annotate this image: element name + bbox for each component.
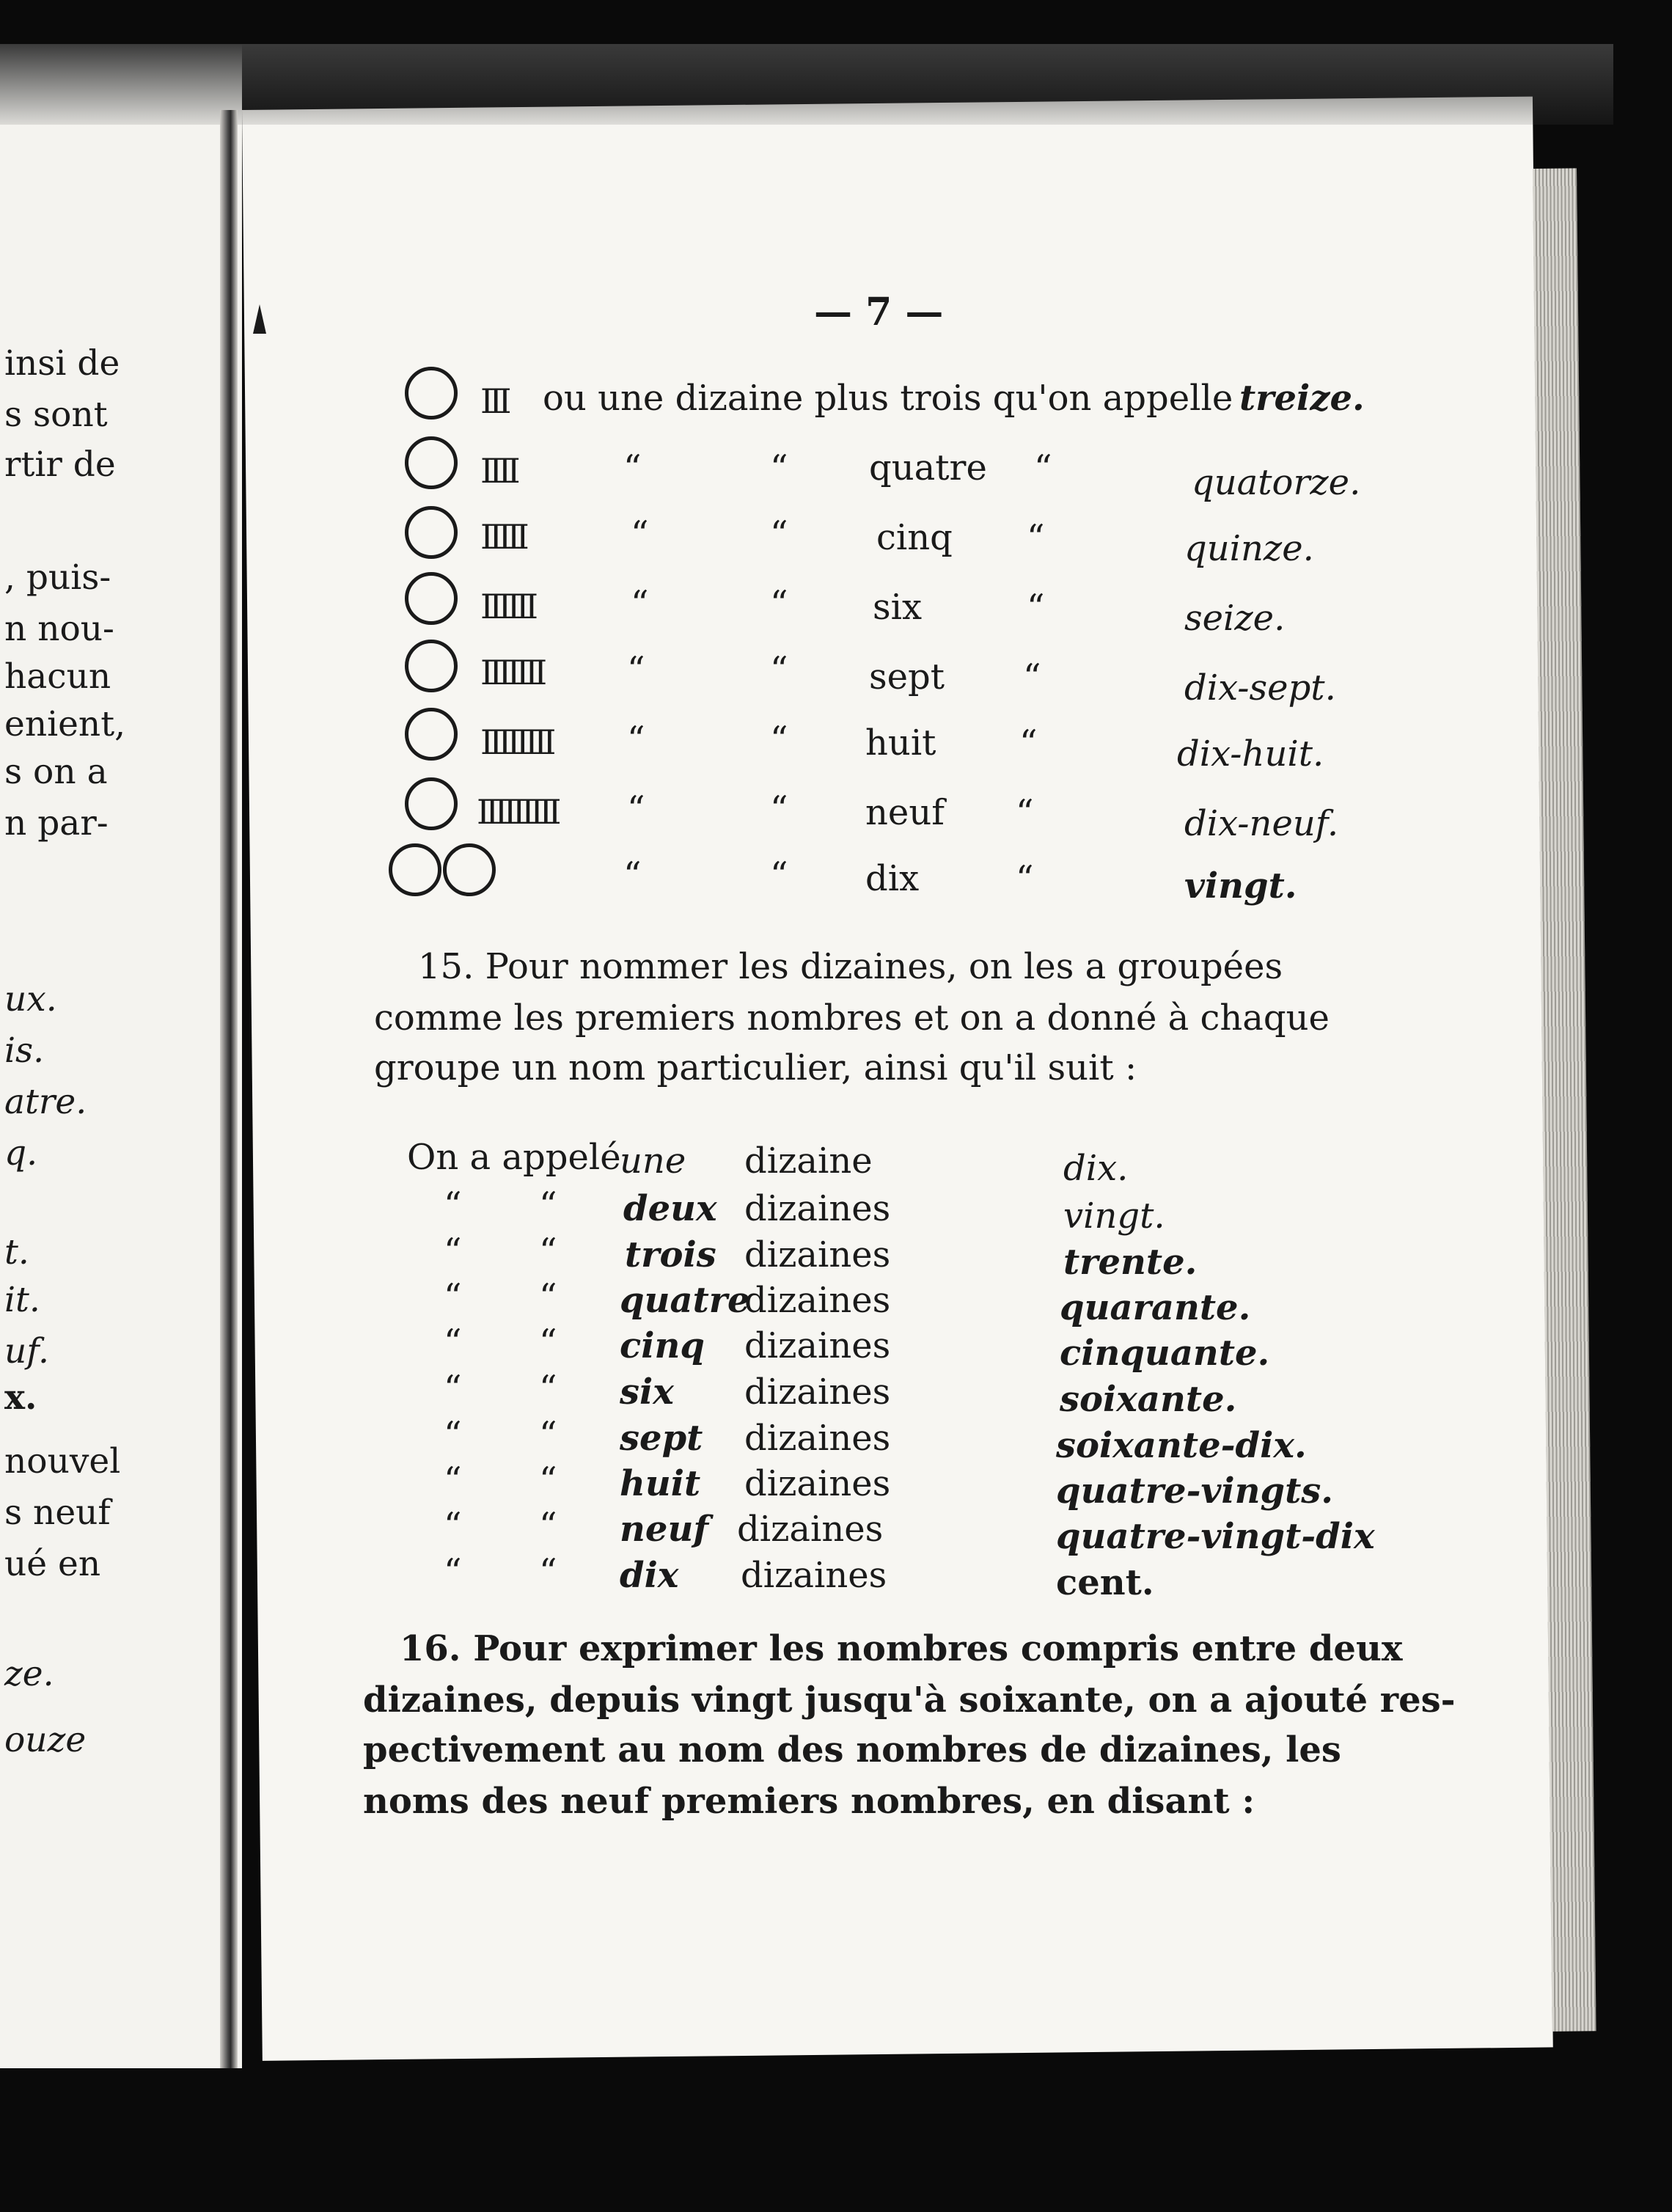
table-count: sept <box>620 1418 703 1459</box>
table-unit: dizaines <box>744 1325 891 1366</box>
ditto-mark: “ <box>627 788 645 830</box>
left-fragment: s on a <box>4 752 108 792</box>
ten-circle-icon <box>405 708 458 761</box>
number-name: quinze. <box>1184 528 1314 569</box>
ditto-mark: “ <box>539 1322 557 1363</box>
left-fragment: t. <box>4 1232 29 1272</box>
ditto-mark: “ <box>770 788 788 830</box>
ditto-mark: “ <box>539 1414 557 1455</box>
ten-circle-icon <box>405 506 458 559</box>
ditto-mark: “ <box>627 719 645 760</box>
table-name: vingt. <box>1063 1195 1165 1237</box>
ditto-mark: “ <box>444 1276 462 1317</box>
table-count: une <box>620 1140 686 1182</box>
left-fragment: hacun <box>4 656 111 697</box>
ditto-mark: “ <box>539 1368 557 1409</box>
ditto-mark: “ <box>627 649 645 690</box>
table-lead: On a appelé <box>407 1137 621 1178</box>
ditto-mark: “ <box>539 1276 557 1317</box>
table-count: deux <box>623 1188 717 1229</box>
left-fragment: it. <box>4 1280 40 1320</box>
paragraph-line: pectivement au nom des nombres de dizaines, les <box>363 1729 1341 1770</box>
ditto-mark: “ <box>539 1505 557 1546</box>
table-count: huit <box>620 1463 701 1504</box>
ditto-mark: “ <box>631 583 649 624</box>
left-fragment: x. <box>4 1377 37 1418</box>
row-word: dix <box>865 858 920 899</box>
paragraph-line: noms des neuf premiers nombres, en disant : <box>363 1781 1255 1822</box>
ditto-mark: “ <box>444 1505 462 1546</box>
table-unit: dizaines <box>741 1555 887 1596</box>
unit-strokes: IIIII <box>480 517 525 557</box>
table-name: soixante. <box>1060 1379 1237 1420</box>
ten-circle-icon <box>405 436 458 489</box>
table-name: soixante-dix. <box>1056 1425 1307 1466</box>
unit-strokes: IIIIII <box>480 587 535 626</box>
paragraph-line: groupe un nom particulier, ainsi qu'il suit : <box>374 1047 1137 1088</box>
paragraph-line: 16. Pour exprimer les nombres compris entre deux <box>400 1628 1403 1669</box>
ditto-mark: “ <box>539 1460 557 1501</box>
ten-circle-icon <box>405 777 458 830</box>
left-fragment: atre. <box>4 1082 87 1122</box>
ditto-mark: “ <box>444 1551 462 1592</box>
ditto-mark: “ <box>770 583 788 624</box>
row-word: six <box>873 587 923 628</box>
ditto-mark: “ <box>1027 587 1045 628</box>
table-name: cinquante. <box>1060 1333 1270 1374</box>
number-name: quatorze. <box>1192 462 1361 503</box>
paragraph-line: 15. Pour nommer les dizaines, on les a groupées <box>418 946 1283 987</box>
row-word: sept <box>869 656 945 697</box>
number-name: vingt. <box>1184 865 1297 907</box>
paragraph-line: comme les premiers nombres et on a donné à chaque <box>374 997 1330 1039</box>
ditto-mark: “ <box>770 719 788 760</box>
row-word: huit <box>865 722 936 763</box>
number-name: dix-neuf. <box>1184 803 1339 844</box>
unit-strokes: III <box>480 381 507 421</box>
table-count: quatre <box>620 1280 750 1321</box>
ditto-mark: “ <box>770 513 788 554</box>
table-count: trois <box>625 1234 716 1275</box>
table-unit: dizaine <box>744 1140 873 1182</box>
table-unit: dizaines <box>737 1509 884 1550</box>
table-name: quatre-vingts. <box>1056 1471 1333 1512</box>
left-fragment: rtir de <box>4 444 116 485</box>
number-name: dix-huit. <box>1177 733 1324 774</box>
table-unit: dizaines <box>744 1280 891 1321</box>
left-fragment: s neuf <box>4 1493 111 1533</box>
unit-strokes: IIIIIIII <box>480 722 552 762</box>
ditto-mark: “ <box>444 1184 462 1226</box>
left-fragment: nouvel <box>4 1441 121 1482</box>
left-fragment: ué en <box>4 1544 101 1584</box>
number-name: dix-sept. <box>1184 667 1336 708</box>
left-fragment: insi de <box>4 343 120 384</box>
ditto-mark: “ <box>1016 792 1034 833</box>
left-fragment: ouze <box>4 1720 87 1760</box>
table-count: six <box>620 1371 674 1413</box>
table-name: quatre-vingt-dix <box>1056 1516 1375 1557</box>
ditto-mark: “ <box>539 1231 557 1272</box>
left-fragment: s sont <box>4 395 108 435</box>
ditto-mark: “ <box>623 854 642 896</box>
table-name: trente. <box>1063 1242 1198 1283</box>
ditto-mark: “ <box>1034 447 1052 488</box>
ten-circle-icon <box>405 572 458 625</box>
twenty-circles-icon <box>389 843 496 896</box>
row-text: ou une dizaine plus trois qu'on appelle <box>543 378 1233 419</box>
paragraph-line: dizaines, depuis vingt jusqu'à soixante, on a ajouté res- <box>363 1680 1456 1721</box>
page-number: — 7 — <box>814 290 944 334</box>
table-count: cinq <box>620 1325 705 1366</box>
ditto-mark: “ <box>770 854 788 896</box>
book-spine <box>220 110 238 2068</box>
spine-mark-icon <box>253 304 266 334</box>
ten-circle-icon <box>405 367 458 420</box>
unit-strokes: IIIIIIIII <box>477 792 557 832</box>
number-name: seize. <box>1184 598 1286 639</box>
left-fragment: q. <box>4 1133 38 1173</box>
ditto-mark: “ <box>444 1322 462 1363</box>
top-shadow <box>0 44 1613 125</box>
ditto-mark: “ <box>1023 656 1041 697</box>
table-unit: dizaines <box>744 1188 891 1229</box>
left-fragment: uf. <box>4 1331 49 1371</box>
left-fragment: n par- <box>4 803 109 843</box>
left-fragment: ux. <box>4 979 57 1019</box>
table-name: cent. <box>1056 1562 1154 1603</box>
row-word: cinq <box>876 517 953 558</box>
row-word: neuf <box>865 792 945 833</box>
ditto-mark: “ <box>1016 858 1034 899</box>
ditto-mark: “ <box>539 1551 557 1592</box>
table-name: dix. <box>1063 1148 1129 1189</box>
left-fragment: is. <box>4 1030 45 1071</box>
ditto-mark: “ <box>444 1460 462 1501</box>
ditto-mark: “ <box>770 447 788 488</box>
left-fragment: ze. <box>4 1654 54 1694</box>
ditto-mark: “ <box>444 1231 462 1272</box>
ditto-mark: “ <box>1019 722 1038 763</box>
left-fragment: , puis- <box>4 557 111 598</box>
ten-circle-icon <box>405 640 458 692</box>
ditto-mark: “ <box>444 1414 462 1455</box>
ditto-mark: “ <box>539 1184 557 1226</box>
table-count: dix <box>620 1555 679 1596</box>
unit-strokes: IIIIIII <box>480 653 543 692</box>
table-name: quarante. <box>1060 1287 1251 1328</box>
ditto-mark: “ <box>631 513 649 554</box>
row-word: quatre <box>869 447 987 488</box>
ditto-mark: “ <box>444 1368 462 1409</box>
table-count: neuf <box>620 1509 708 1550</box>
unit-strokes: IIII <box>480 451 516 491</box>
table-unit: dizaines <box>744 1371 891 1413</box>
ditto-mark: “ <box>623 447 642 488</box>
left-fragment: enient, <box>4 704 126 744</box>
ditto-mark: “ <box>770 649 788 690</box>
left-fragment: n nou- <box>4 609 114 649</box>
table-unit: dizaines <box>744 1418 891 1459</box>
table-unit: dizaines <box>744 1234 891 1275</box>
table-unit: dizaines <box>744 1463 891 1504</box>
number-name: treize. <box>1239 378 1365 419</box>
ditto-mark: “ <box>1027 517 1045 558</box>
